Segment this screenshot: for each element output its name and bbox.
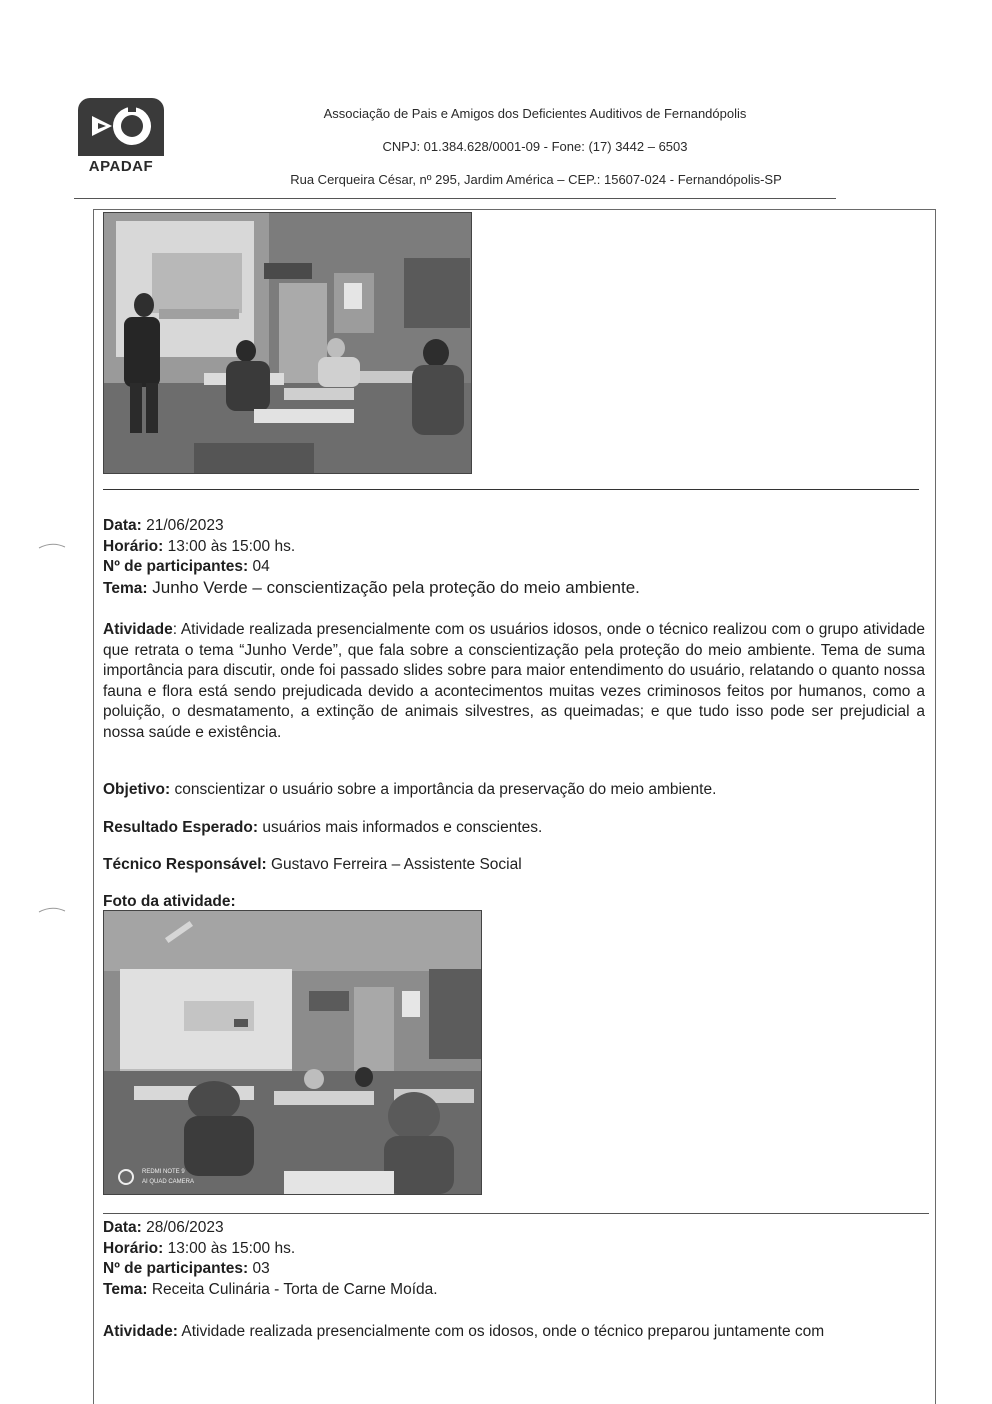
session2-activity-description [103, 1322, 925, 1343]
date-value: 28/06/2023 [141, 1219, 224, 1236]
participants-value: 03 [248, 1260, 270, 1277]
session2-theme [103, 1280, 438, 1301]
date-label: Data: [103, 1219, 142, 1236]
objective-text: conscientizar o usuário sobre a importância da preservação do meio ambiente. [170, 781, 717, 798]
session-participants [103, 557, 270, 578]
activity-photo-classroom-projector [103, 910, 482, 1195]
frame-left-border [93, 209, 94, 1404]
participants-value: 04 [248, 558, 270, 575]
frame-top-border [93, 209, 936, 210]
objective [103, 780, 716, 801]
date-value: 21/06/2023 [141, 517, 224, 534]
address: Rua Cerqueira César, nº 295, Jardim América – CEP.: 15607-024 - Fernandópolis-SP [290, 172, 782, 187]
section-divider [103, 489, 919, 490]
expected-result [103, 818, 542, 839]
logo-text: APADAF [88, 158, 154, 175]
activity-text: Atividade realizada presencialmente com os idosos, onde o técnico preparou juntamente com [177, 1323, 825, 1340]
session-date [103, 516, 224, 537]
time-label: Horário: [103, 538, 164, 555]
activity-label: Atividade [103, 621, 173, 638]
responsible-technician [103, 855, 522, 876]
margin-mark [38, 536, 66, 544]
photo-watermark-camera: AI QUAD CAMERA [142, 1179, 195, 1185]
technician-name: Gustavo Ferreira – Assistente Social [266, 856, 522, 873]
theme-value: Receita Culinária - Torta de Carne Moída. [147, 1281, 438, 1298]
header-divider [74, 198, 836, 199]
activity-text: : Atividade realizada presencialmente com os usuários idosos, onde o técnico realizou com o grupo atividade que retrata o tema “Junho Verde”, que fala sobre a conscientização pela proteção do meio ambiente. Tema de suma importância para discutir, onde foi passado slides sobre para maior entendimento do usuário, relatando o quanto nossa fauna e flora está sendo prejudicada devido a acontecimentos muitas vezes criminosos feitos por humanos, como a poluição, o desmatamento, a extinção de animais silvestres, as queimadas; e que tudo isso pode ser prejudicial a nossa saúde e existência. [103, 621, 925, 741]
org-name: Associação de Pais e Amigos dos Deficientes Auditivos de Fernandópolis [323, 106, 747, 121]
activity-description [103, 620, 925, 744]
participants-label: Nº de participantes: [103, 1260, 249, 1277]
expected-result-label: Resultado Esperado: [103, 819, 259, 836]
technician-label: Técnico Responsável: [103, 856, 267, 873]
time-value: 13:00 às 15:00 hs. [163, 1240, 296, 1257]
session-time [103, 537, 295, 558]
session2-date [103, 1218, 224, 1239]
margin-mark [38, 900, 66, 908]
date-label: Data: [103, 517, 142, 534]
session-theme [103, 578, 640, 600]
session2-time [103, 1239, 295, 1260]
photo-caption-label: Foto da atividade: [103, 893, 236, 910]
objective-label: Objetivo: [103, 781, 171, 798]
section-divider [103, 1213, 929, 1214]
session2-participants [103, 1259, 270, 1280]
participants-label: Nº de participantes: [103, 558, 249, 575]
activity-label: Atividade: [103, 1323, 178, 1340]
expected-result-text: usuários mais informados e conscientes. [258, 819, 543, 836]
theme-label: Tema: [103, 1281, 148, 1298]
cnpj-phone: CNPJ: 01.384.628/0001-09 - Fone: (17) 3442 – 6503 [382, 139, 688, 154]
time-label: Horário: [103, 1240, 164, 1257]
activity-photo-classroom-presentation [103, 212, 472, 474]
theme-value: Junho Verde – conscientização pela proteção do meio ambiente. [147, 578, 640, 597]
photo-watermark-model: REDMI NOTE 9 [142, 1169, 185, 1175]
time-value: 13:00 às 15:00 hs. [163, 538, 296, 555]
theme-label: Tema: [103, 580, 148, 597]
frame-right-border [935, 209, 936, 1404]
